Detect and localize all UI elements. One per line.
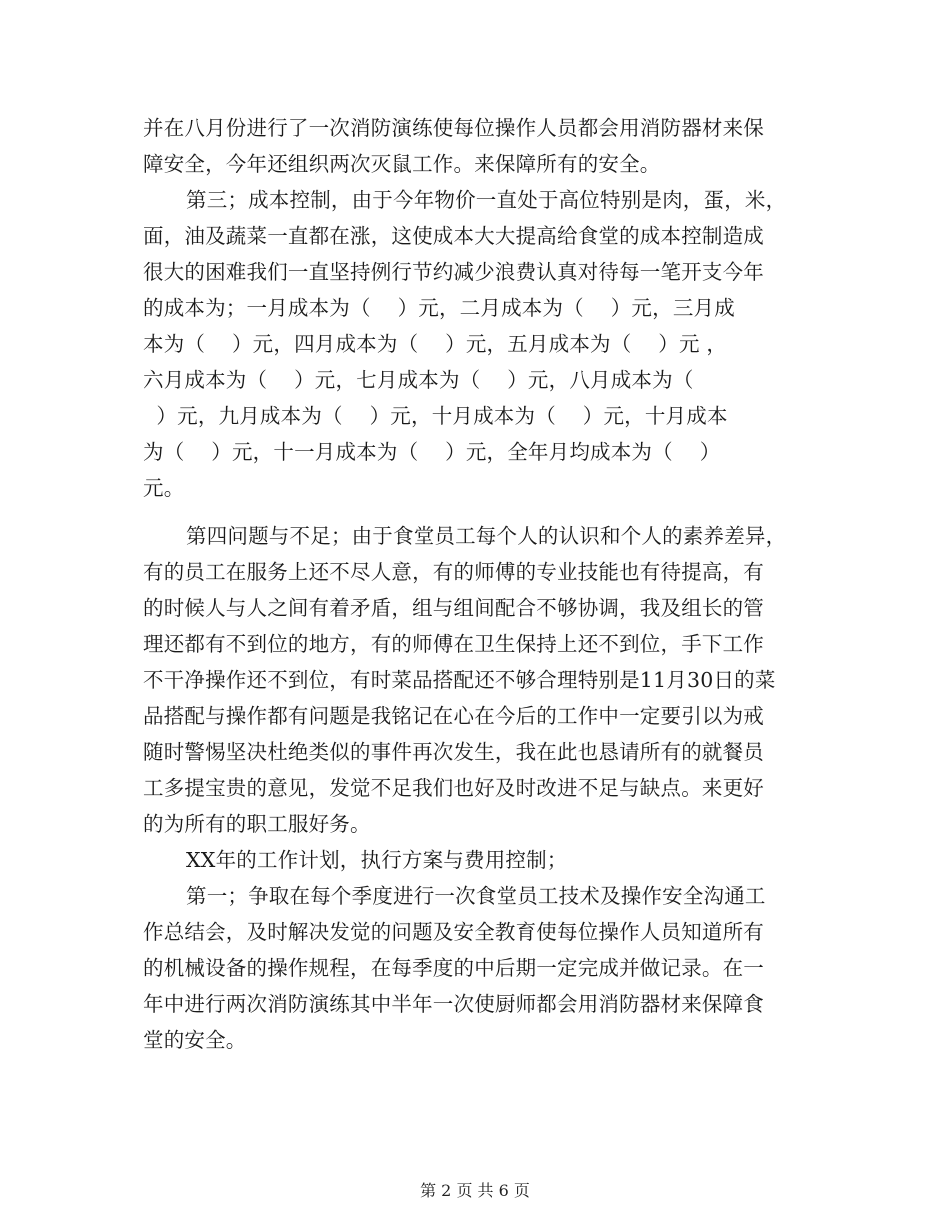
body-text-line: 六月成本为（ ）元，七月成本为（ ）元，八月成本为（ bbox=[143, 368, 694, 392]
body-text-line: 本为（ ）元，四月成本为（ ）元，五月成本为（ ）元 ， bbox=[143, 332, 728, 356]
body-text-line: 的时候人与人之间有着矛盾，组与组间配合不够协调，我及组长的管 bbox=[143, 596, 764, 620]
body-text-line: 年中进行两次消防演练其中半年一次使厨师都会用消防器材来保障食 bbox=[143, 992, 764, 1016]
body-text-line: ）元，九月成本为（ ）元，十月成本为（ ）元，十月成本 bbox=[143, 404, 728, 428]
body-text-line: 堂的安全。 bbox=[143, 1028, 247, 1052]
body-text-line: 工多提宝贵的意见，发觉不足我们也好及时改进不足与缺点。来更好 bbox=[143, 776, 764, 800]
body-text-line: 很大的困难我们一直坚持例行节约减少浪费认真对待每一笔开支今年 bbox=[143, 260, 764, 284]
body-text-line: 作总结会，及时解决发觉的问题及安全教育使每位操作人员知道所有 bbox=[143, 920, 764, 944]
body-text-line: 品搭配与操作都有问题是我铭记在心在今后的工作中一定要引以为戒 bbox=[143, 704, 764, 728]
paragraph-problems-start: 第四问题与不足；由于食堂员工每个人的认识和个人的素养差异， bbox=[186, 524, 787, 548]
body-text-line: 的机械设备的操作规程，在每季度的中后期一定完成并做记录。在一 bbox=[143, 956, 764, 980]
paragraph-cost-control-start: 第三；成本控制，由于今年物价一直处于高位特别是肉，蛋，米， bbox=[186, 188, 787, 212]
body-text-line: 并在八月份进行了一次消防演练使每位操作人员都会用消防器材来保 bbox=[143, 116, 764, 140]
body-text-line: 为（ ）元，十一月成本为（ ）元，全年月均成本为（ ） bbox=[143, 440, 721, 464]
section-heading-work-plan: XX年的工作计划，执行方案与费用控制； bbox=[186, 848, 568, 872]
body-text-line: 理还都有不到位的地方，有的师傅在卫生保持上还不到位，手下工作 bbox=[143, 632, 764, 656]
page-number-footer: 第 2 页 共 6 页 bbox=[420, 1181, 530, 1200]
paragraph-first-item-start: 第一；争取在每个季度进行一次食堂员工技术及操作安全沟通工 bbox=[186, 884, 766, 908]
body-text-line: 元。 bbox=[143, 476, 185, 500]
body-text-line: 不干净操作还不到位，有时菜品搭配还不够合理特别是11月30日的菜 bbox=[143, 668, 776, 692]
body-text-line: 有的员工在服务上还不尽人意，有的师傅的专业技能也有待提高，有 bbox=[143, 560, 764, 584]
body-text-line: 随时警惕坚决杜绝类似的事件再次发生，我在此也恳请所有的就餐员 bbox=[143, 740, 764, 764]
body-text-line: 的成本为；一月成本为（ ）元，二月成本为（ ）元，三月成 bbox=[143, 296, 735, 320]
body-text-line: 面，油及蔬菜一直都在涨，这使成本大大提高给食堂的成本控制造成 bbox=[143, 224, 764, 248]
body-text-line: 障安全，今年还组织两次灭鼠工作。来保障所有的安全。 bbox=[143, 152, 661, 176]
body-text-line: 的为所有的职工服好务。 bbox=[143, 812, 371, 836]
